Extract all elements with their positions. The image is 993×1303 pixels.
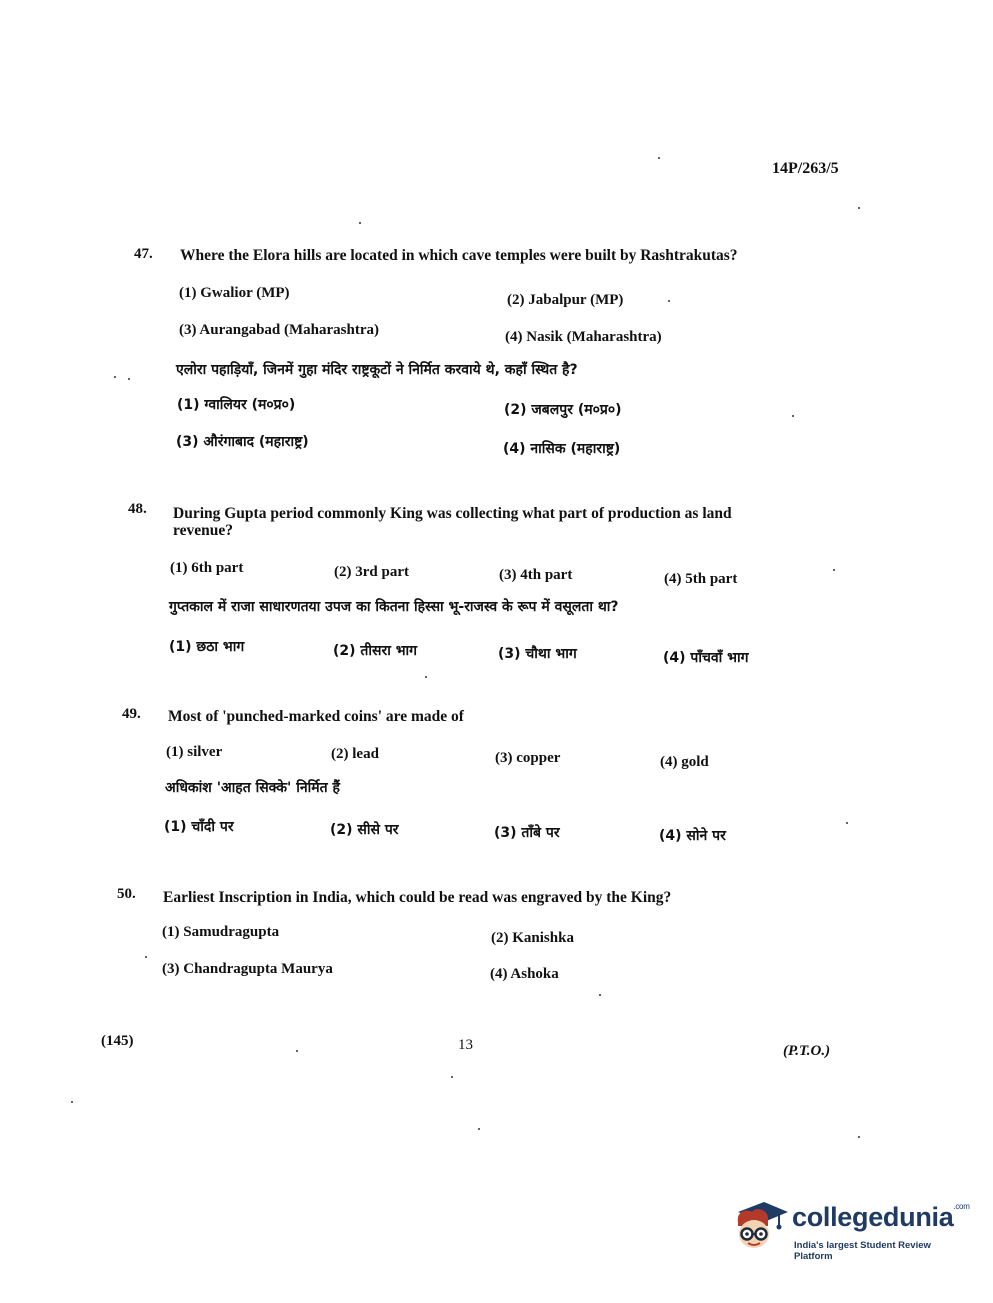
q48-option-2: (2) 3rd part xyxy=(334,564,409,580)
q47-option-4-hindi: (4) नासिक (महाराष्ट्र) xyxy=(503,441,621,457)
question-47-text-hindi: एलोरा पहाड़ियाँ, जिनमें गुहा मंदिर राष्ट्रकूटों ने निर्मित करवाये थे, कहाँ स्थित है? xyxy=(176,362,578,378)
q50-option-4: (4) Ashoka xyxy=(490,966,559,982)
q48-option-4-hindi: (4) पाँचवाँ भाग xyxy=(663,650,749,666)
paper-code: 14P/263/5 xyxy=(772,160,839,177)
q48-option-3-hindi: (3) चौथा भाग xyxy=(498,646,577,662)
question-49-text: Most of 'punched-marked coins' are made of xyxy=(168,708,464,725)
logo-wordmark: collegedunia$^{.com}$ xyxy=(792,1202,970,1232)
q47-option-2: (2) Jabalpur (MP) xyxy=(507,292,624,308)
q47-option-3-hindi: (3) औरंगाबाद (महाराष्ट्र) xyxy=(176,434,309,450)
q47-option-2-hindi: (2) जबलपुर (म०प्र०) xyxy=(504,402,622,418)
q49-option-1-hindi: (1) चाँदी पर xyxy=(164,819,234,835)
q50-option-1: (1) Samudragupta xyxy=(162,924,280,940)
page-number: 13 xyxy=(458,1037,473,1053)
logo-mascot-icon xyxy=(728,1196,790,1258)
q49-option-3-hindi: (3) ताँबे पर xyxy=(494,825,560,841)
paper-footer-code: (145) xyxy=(101,1033,134,1049)
question-49-number: 49. xyxy=(122,706,141,722)
question-50-number: 50. xyxy=(117,886,136,902)
question-50-text: Earliest Inscription in India, which could be read was engraved by the King? xyxy=(163,889,672,906)
q49-option-4: (4) gold xyxy=(660,754,709,770)
q48-option-4: (4) 5th part xyxy=(664,571,738,587)
question-48-text-line2: revenue? xyxy=(173,522,233,539)
question-47-number: 47. xyxy=(134,246,153,262)
q48-option-1: (1) 6th part xyxy=(170,560,244,576)
q49-option-2: (2) lead xyxy=(331,746,379,762)
q47-option-4: (4) Nasik (Maharashtra) xyxy=(505,329,662,345)
q49-option-1: (1) silver xyxy=(166,744,223,760)
q50-option-2: (2) Kanishka xyxy=(491,930,574,946)
q48-option-2-hindi: (2) तीसरा भाग xyxy=(333,643,418,659)
pto-label: (P.T.O.) xyxy=(783,1043,831,1059)
q49-option-3: (3) copper xyxy=(495,750,561,766)
question-49-text-hindi: अधिकांश 'आहत सिक्के' निर्मित हैं xyxy=(165,780,340,796)
q47-option-1: (1) Gwalior (MP) xyxy=(179,285,290,301)
q49-option-2-hindi: (2) सीसे पर xyxy=(330,822,399,838)
q47-option-1-hindi: (1) ग्वालियर (म०प्र०) xyxy=(177,397,296,413)
q49-option-4-hindi: (4) सोने पर xyxy=(659,828,726,844)
q48-option-3: (3) 4th part xyxy=(499,567,573,583)
q47-option-3: (3) Aurangabad (Maharashtra) xyxy=(179,322,380,338)
question-48-text-hindi: गुप्तकाल में राजा साधारणतया उपज का कितना हिस्सा भू-राजस्व के रूप में वसूलता था? xyxy=(169,599,619,615)
collegedunia-logo xyxy=(728,1196,970,1262)
q50-option-3: (3) Chandragupta Maurya xyxy=(162,961,333,977)
question-48-text-line1: During Gupta period commonly King was collecting what part of production as land xyxy=(173,505,732,522)
q48-option-1-hindi: (1) छठा भाग xyxy=(169,639,245,655)
logo-tagline: India's largest Student Review Platform xyxy=(794,1240,931,1262)
question-48-number: 48. xyxy=(128,501,147,517)
question-47-text: Where the Elora hills are located in which cave temples were built by Rashtrakutas? xyxy=(180,247,738,264)
